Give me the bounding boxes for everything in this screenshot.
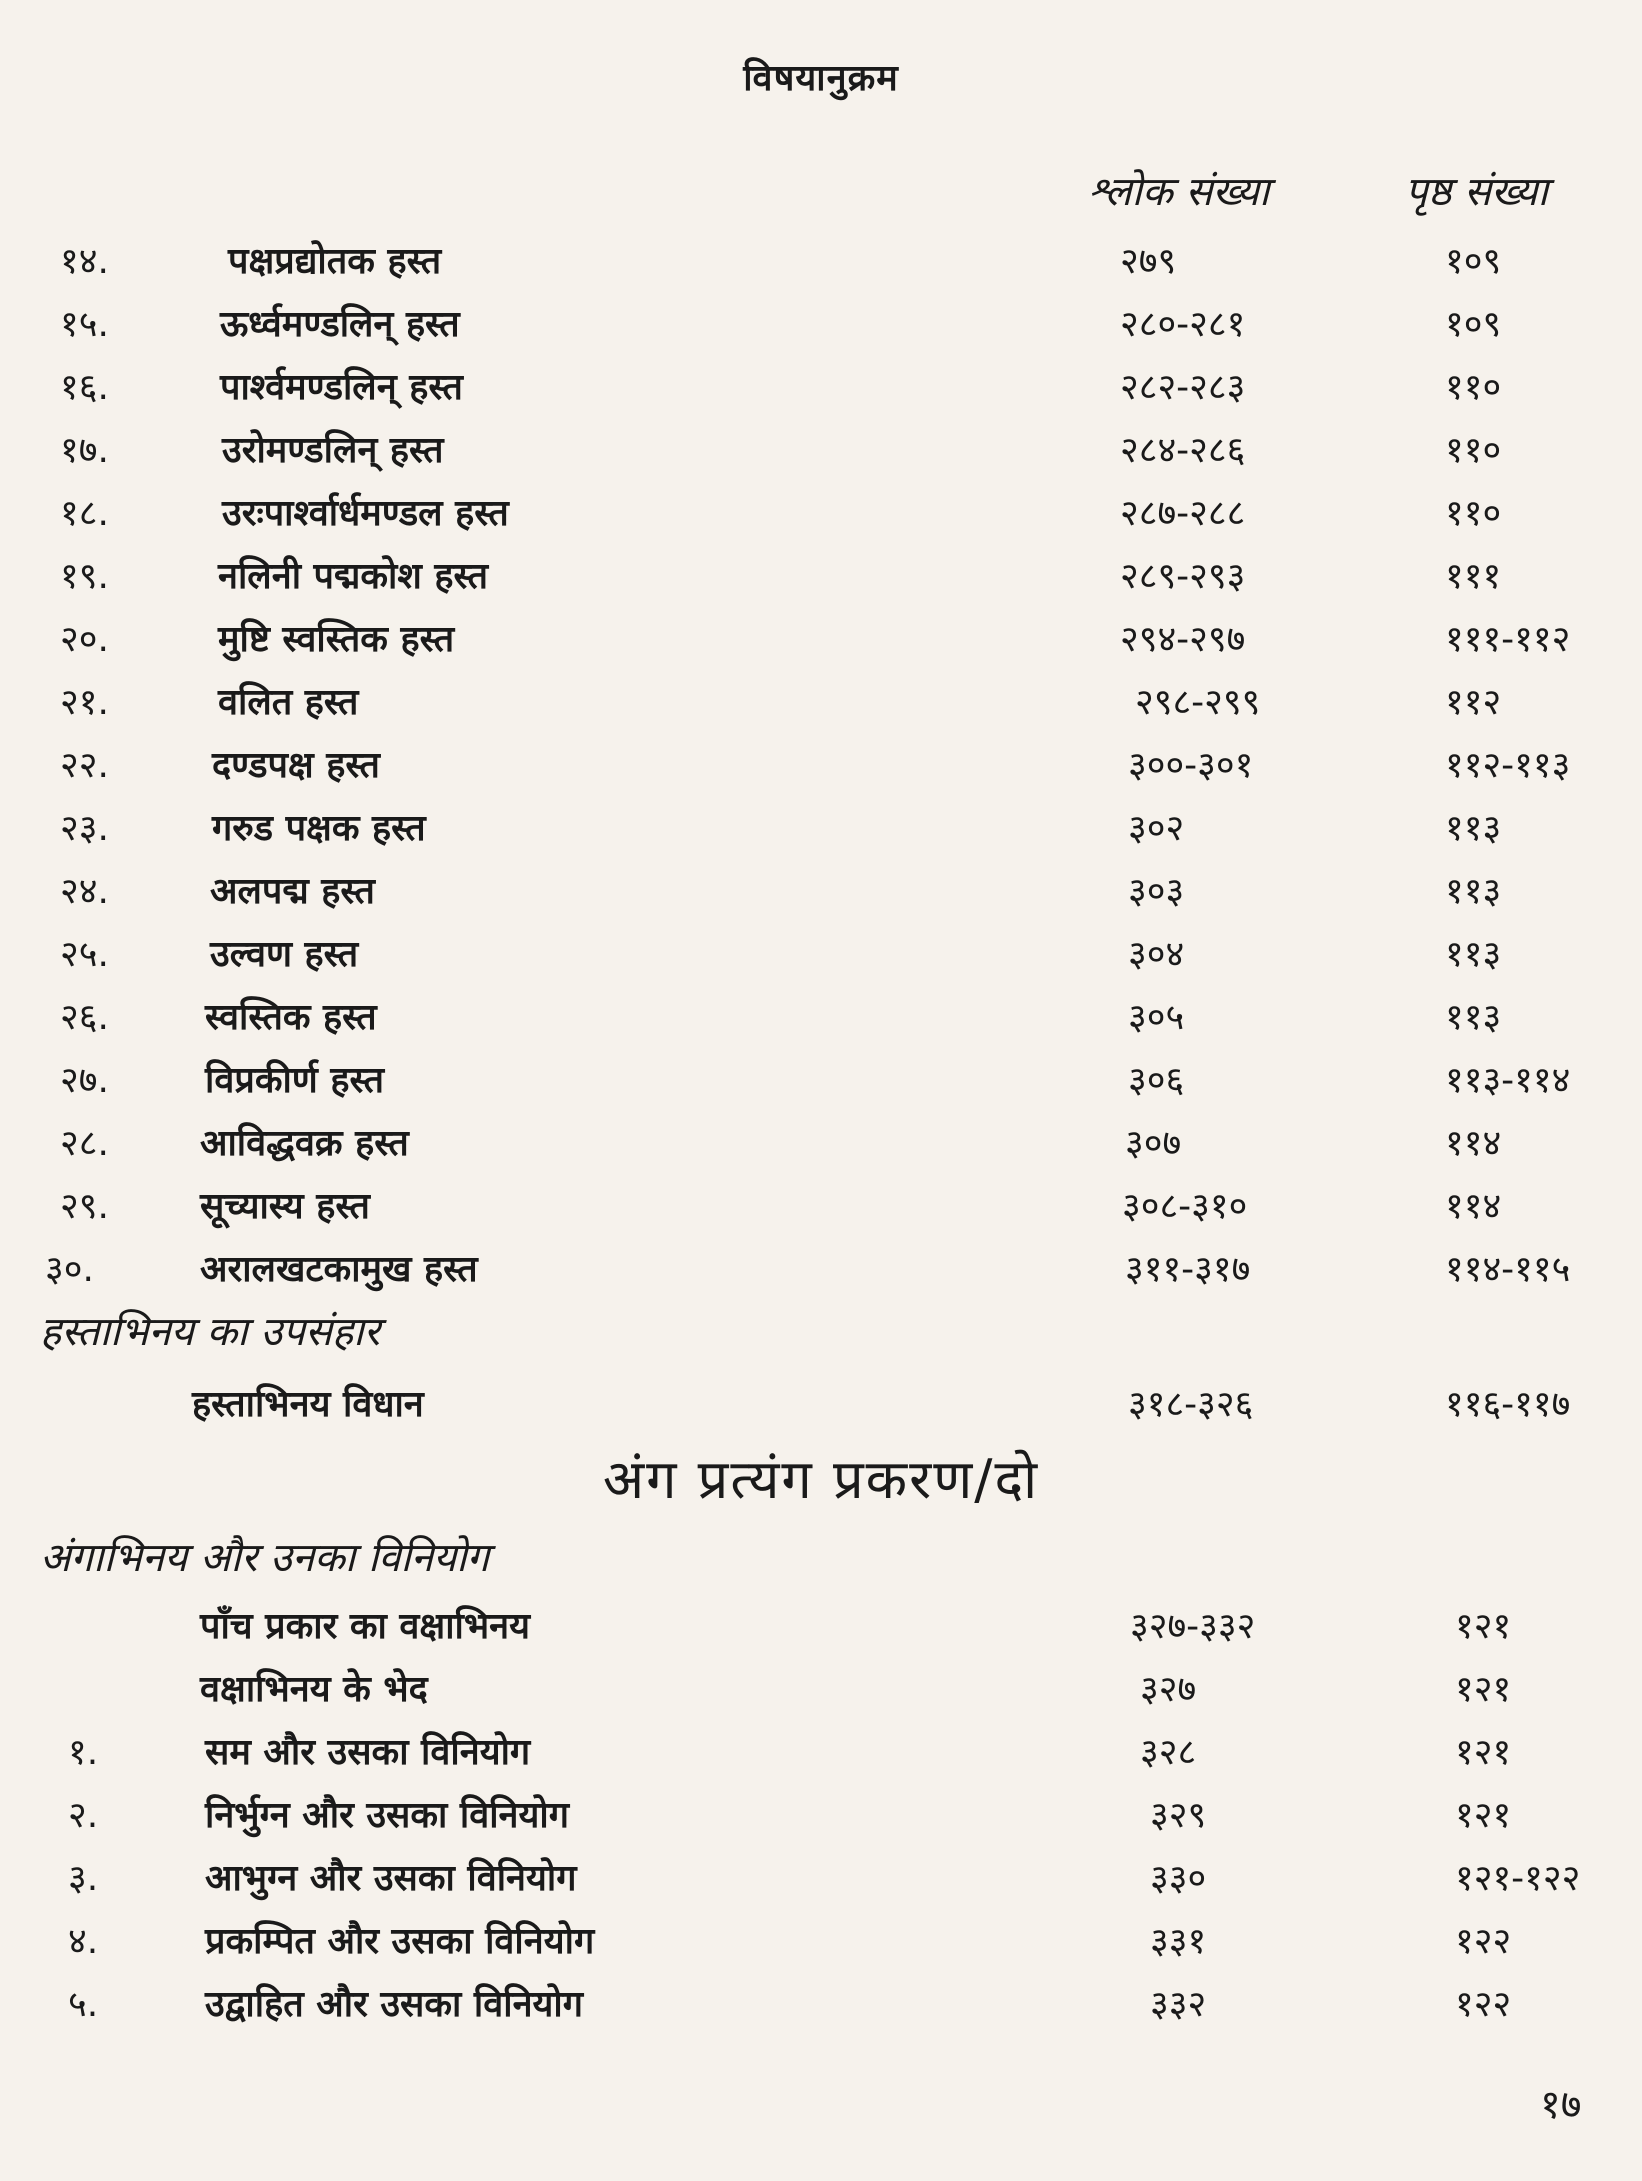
toc-row xyxy=(0,487,1642,547)
toc-row xyxy=(0,1600,1642,1660)
item-title: पक्षप्रद्योतक हस्त xyxy=(228,241,442,282)
item-number: ३०. xyxy=(45,1249,94,1290)
page-range: १२१ xyxy=(1455,1606,1512,1647)
item-title: विप्रकीर्ण हस्त xyxy=(205,1060,384,1101)
item-title: नलिनी पद्मकोश हस्त xyxy=(218,556,489,597)
verse-range: २७९ xyxy=(1120,241,1177,282)
item-number: २४. xyxy=(60,871,109,912)
item-number: २६. xyxy=(60,997,109,1038)
item-title: गरुड पक्षक हस्त xyxy=(212,808,426,849)
verse-range: २८९-२९३ xyxy=(1120,556,1246,597)
page-range: ११३ xyxy=(1445,808,1502,849)
item-number: १६. xyxy=(60,367,109,408)
verse-range: २९४-२९७ xyxy=(1120,619,1246,660)
page-range: १२१ xyxy=(1455,1732,1512,1773)
section-heading: हस्ताभिनय का उपसंहार xyxy=(40,1309,380,1355)
item-number: ४. xyxy=(68,1921,99,1962)
item-number: २८. xyxy=(60,1123,109,1164)
toc-row xyxy=(0,550,1642,610)
toc-row xyxy=(0,928,1642,988)
verse-range: २८२-२८३ xyxy=(1120,367,1246,408)
toc-row xyxy=(0,1915,1642,1975)
verse-range: ३०४ xyxy=(1128,934,1185,975)
page-range: १११ xyxy=(1445,556,1502,597)
page-range: ११० xyxy=(1445,493,1502,534)
page-range: ११६-११७ xyxy=(1445,1384,1571,1425)
toc-row xyxy=(0,235,1642,295)
section-heading: अंगाभिनय और उनका विनियोग xyxy=(40,1535,490,1581)
item-number: १७. xyxy=(60,430,109,471)
page-range: ११३-११४ xyxy=(1445,1060,1571,1101)
verse-range: ३०५ xyxy=(1128,997,1185,1038)
page-range: १०९ xyxy=(1445,304,1502,345)
page-range: ११४ xyxy=(1445,1186,1502,1227)
verse-count-header: श्लोक संख्या xyxy=(1088,169,1270,215)
toc-row xyxy=(0,1978,1642,2038)
page-range: ११३ xyxy=(1445,871,1502,912)
item-title: अरालखटकामुख हस्त xyxy=(200,1249,478,1290)
item-number: २९. xyxy=(60,1186,109,1227)
page-range: ११३ xyxy=(1445,934,1502,975)
item-number: २५. xyxy=(60,934,109,975)
item-title: पाँच प्रकार का वक्षाभिनय xyxy=(200,1606,531,1647)
page-count-header: पृष्ठ संख्या xyxy=(1405,169,1548,215)
item-number: १. xyxy=(68,1732,99,1773)
page-range: १२२ xyxy=(1455,1921,1512,1962)
verse-range: २९८-२९९ xyxy=(1135,682,1261,723)
verse-range: ३२८ xyxy=(1140,1732,1197,1773)
item-number: १५. xyxy=(60,304,109,345)
item-title: सूच्यास्य हस्त xyxy=(200,1186,370,1227)
toc-row xyxy=(0,424,1642,484)
item-title: अलपद्म हस्त xyxy=(210,871,375,912)
page-range: १२१-१२२ xyxy=(1455,1858,1581,1899)
verse-range: ३३० xyxy=(1150,1858,1207,1899)
item-title: वक्षाभिनय के भेद xyxy=(200,1669,428,1710)
chapter-heading: अंग प्रत्यंग प्रकरण/दो xyxy=(602,1448,1040,1511)
verse-range: ३३१ xyxy=(1150,1921,1207,1962)
item-title: ऊर्ध्वमण्डलिन् हस्त xyxy=(220,304,460,345)
verse-range: ३०६ xyxy=(1128,1060,1185,1101)
toc-row xyxy=(0,676,1642,736)
verse-range: ३०८-३१० xyxy=(1122,1186,1248,1227)
toc-row xyxy=(0,1726,1642,1786)
item-title: उद्वाहित और उसका विनियोग xyxy=(205,1984,584,2025)
page-range: ११० xyxy=(1445,430,1502,471)
toc-row xyxy=(0,1852,1642,1912)
item-number: २१. xyxy=(60,682,109,723)
item-title: आविद्धवक्र हस्त xyxy=(200,1123,409,1164)
item-number: ३. xyxy=(68,1858,99,1899)
item-title: दण्डपक्ष हस्त xyxy=(212,745,380,786)
verse-range: ३२७-३३२ xyxy=(1130,1606,1256,1647)
item-number: २. xyxy=(68,1795,99,1836)
page-range: ११४-११५ xyxy=(1445,1249,1571,1290)
verse-range: २८७-२८८ xyxy=(1120,493,1246,534)
page-range: १२१ xyxy=(1455,1669,1512,1710)
verse-range: २८४-२८६ xyxy=(1120,430,1246,471)
item-title: वलित हस्त xyxy=(218,682,359,723)
item-number: २३. xyxy=(60,808,109,849)
page-range: १११-११२ xyxy=(1445,619,1571,660)
toc-row xyxy=(0,991,1642,1051)
page-range: ११२ xyxy=(1445,682,1502,723)
verse-range: ३३२ xyxy=(1150,1984,1207,2025)
toc-row xyxy=(0,1378,1642,1438)
item-number: २२. xyxy=(60,745,109,786)
item-title: पार्श्वमण्डलिन् हस्त xyxy=(220,367,463,408)
item-title: उल्वण हस्त xyxy=(210,934,359,975)
item-title: निर्भुग्न और उसका विनियोग xyxy=(205,1795,570,1836)
verse-range: ३००-३०१ xyxy=(1128,745,1254,786)
toc-row xyxy=(0,1054,1642,1114)
item-title: प्रकम्पित और उसका विनियोग xyxy=(205,1921,595,1962)
verse-range: २८०-२८१ xyxy=(1120,304,1246,345)
verse-range: ३०२ xyxy=(1128,808,1185,849)
toc-row xyxy=(0,1789,1642,1849)
toc-row xyxy=(0,1663,1642,1723)
item-number: २७. xyxy=(60,1060,109,1101)
page-range: ११३ xyxy=(1445,997,1502,1038)
verse-range: ३११-३१७ xyxy=(1125,1249,1251,1290)
item-title: मुष्टि स्वस्तिक हस्त xyxy=(218,619,455,660)
item-title: हस्ताभिनय विधान xyxy=(192,1384,424,1425)
item-number: १९. xyxy=(60,556,109,597)
verse-range: ३२९ xyxy=(1150,1795,1207,1836)
toc-row xyxy=(0,1243,1642,1303)
toc-row xyxy=(0,1180,1642,1240)
page-title: विषयानुक्रम xyxy=(743,58,899,99)
page-number: १७ xyxy=(1540,2082,1582,2128)
verse-range: ३२७ xyxy=(1140,1669,1197,1710)
verse-range: ३०७ xyxy=(1125,1123,1182,1164)
toc-row xyxy=(0,613,1642,673)
page-range: ११४ xyxy=(1445,1123,1502,1164)
verse-range: ३१८-३२६ xyxy=(1128,1384,1254,1425)
toc-row xyxy=(0,298,1642,358)
verse-range: ३०३ xyxy=(1128,871,1185,912)
toc-row xyxy=(0,802,1642,862)
page-range: १२१ xyxy=(1455,1795,1512,1836)
item-number: ५. xyxy=(68,1984,99,2025)
item-title: उरःपार्श्वार्धमण्डल हस्त xyxy=(222,493,509,534)
page-range: १२२ xyxy=(1455,1984,1512,2025)
item-title: स्वस्तिक हस्त xyxy=(205,997,377,1038)
item-title: आभुग्न और उसका विनियोग xyxy=(205,1858,577,1899)
item-number: २०. xyxy=(60,619,109,660)
item-title: सम और उसका विनियोग xyxy=(205,1732,531,1773)
item-title: उरोमण्डलिन् हस्त xyxy=(222,430,444,471)
page-range: ११० xyxy=(1445,367,1502,408)
page-range: १०९ xyxy=(1445,241,1502,282)
page-range: ११२-११३ xyxy=(1445,745,1571,786)
toc-row xyxy=(0,1117,1642,1177)
toc-row xyxy=(0,361,1642,421)
toc-row xyxy=(0,739,1642,799)
item-number: १८. xyxy=(60,493,109,534)
toc-row xyxy=(0,865,1642,925)
item-number: १४. xyxy=(60,241,109,282)
